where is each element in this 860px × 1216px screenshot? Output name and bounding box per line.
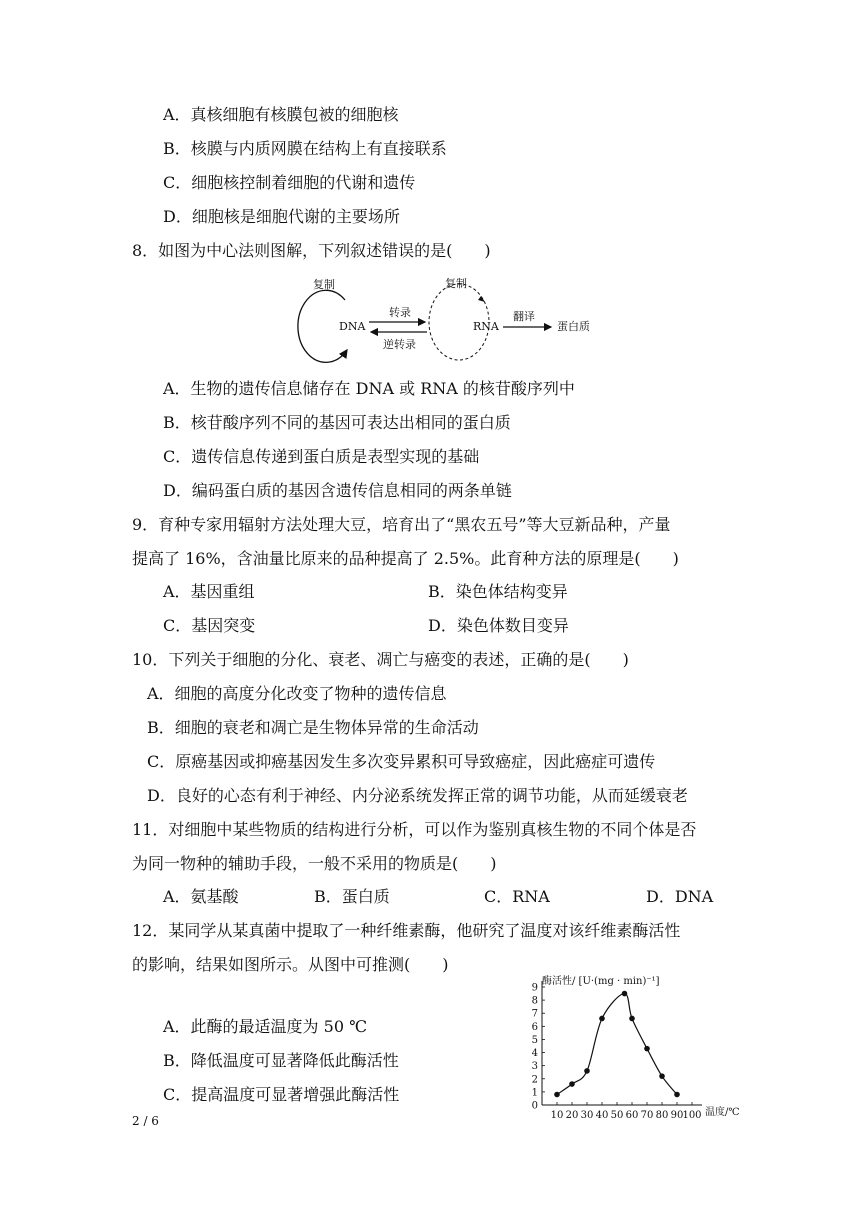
chart-x-tick-label: 30	[580, 1110, 594, 1121]
q8-option-c: C．遗传信息传递到蛋白质是表型实现的基础	[163, 447, 480, 466]
chart-data-point	[599, 1016, 605, 1022]
chart-data-point	[674, 1092, 680, 1098]
chart-x-tick-label: 50	[610, 1110, 624, 1121]
central-dogma-diagram	[285, 272, 615, 372]
q10-option-c: C．原癌基因或抑癌基因发生多次变异累积可导致癌症，因此癌症可遗传	[147, 752, 656, 771]
q10-stem: 10．下列关于细胞的分化、衰老、凋亡与癌变的表述，正确的是( )	[132, 650, 629, 669]
chart-y-tick-label: 1	[531, 1087, 538, 1099]
q9-stem-line2: 提高了 16%，含油量比原来的品种提高了 2.5%。此育种方法的原理是( )	[132, 549, 679, 568]
q9-option-b: B．染色体结构变异	[428, 582, 568, 601]
chart-y-tick-label: 6	[531, 1021, 538, 1033]
q8-stem: 8．如图为中心法则图解，下列叙述错误的是( )	[132, 241, 491, 260]
enzyme-activity-chart	[510, 970, 760, 1130]
q8-option-d: D．编码蛋白质的基因含遗传信息相同的两条单链	[163, 481, 512, 500]
chart-data-point	[622, 991, 628, 997]
chart-y-tick-label: 3	[531, 1061, 538, 1073]
q11-option-a: A．氨基酸	[163, 887, 239, 906]
q11-option-c: C．RNA	[484, 887, 550, 906]
chart-data-point	[644, 1046, 650, 1052]
q12-stem-line2: 的影响，结果如图所示。从图中可推测( )	[132, 955, 449, 974]
chart-x-tick-label: 100	[682, 1110, 702, 1121]
chart-y-tick-label: 9	[531, 982, 538, 994]
chart-x-tick-label: 20	[565, 1110, 579, 1121]
q7-option-c: C．细胞核控制着细胞的代谢和遗传	[163, 173, 416, 192]
q10-option-b: B．细胞的衰老和凋亡是生物体异常的生命活动	[147, 718, 479, 737]
q8-option-a: A．生物的遗传信息储存在 DNA 或 RNA 的核苷酸序列中	[163, 379, 575, 398]
q11-stem-line2: 为同一物种的辅助手段，一般不采用的物质是( )	[132, 854, 497, 873]
q9-option-c: C．基因突变	[163, 616, 256, 635]
q12-option-b: B．降低温度可显著降低此酶活性	[163, 1051, 399, 1070]
q9-stem-line1: 9．育种专家用辐射方法处理大豆，培育出了“黑农五号”等大豆新品种，产量	[132, 515, 671, 534]
chart-x-tick-label: 60	[625, 1110, 639, 1121]
q8-option-b: B．核苷酸序列不同的基因可表达出相同的蛋白质	[163, 413, 511, 432]
chart-data-point	[569, 1081, 575, 1087]
chart-x-tick-label: 40	[595, 1110, 609, 1121]
chart-y-axis-label: 酶活性/ [U·(mg · min)⁻¹]	[542, 976, 660, 987]
q7-option-a: A．真核细胞有核膜包被的细胞核	[163, 105, 399, 124]
dna-copy-label: 复制	[313, 278, 335, 291]
reverse-transcription-label: 逆转录	[383, 338, 416, 351]
chart-y-tick-label: 0	[531, 1100, 538, 1112]
q10-option-d: D．良好的心态有利于神经、内分泌系统发挥正常的调节功能，从而延缓衰老	[147, 786, 688, 805]
rna-copy-label: 复制	[445, 277, 467, 290]
chart-data-point	[629, 1016, 635, 1022]
q11-option-d: D．DNA	[646, 887, 714, 906]
q11-option-b: B．蛋白质	[314, 887, 390, 906]
q12-option-c: C．提高温度可显著增强此酶活性	[163, 1085, 400, 1104]
chart-activity-curve	[557, 994, 677, 1095]
chart-y-tick-label: 7	[531, 1008, 538, 1020]
chart-data-point	[659, 1073, 665, 1079]
chart-y-tick-label: 4	[531, 1048, 538, 1060]
q11-stem-line1: 11．对细胞中某些物质的结构进行分析，可以作为鉴别真核生物的不同个体是否	[132, 820, 697, 839]
q7-option-d: D．细胞核是细胞代谢的主要场所	[163, 207, 400, 226]
q9-option-a: A．基因重组	[163, 582, 255, 601]
page-number: 2 / 6	[132, 1114, 159, 1128]
q12-stem-line1: 12．某同学从某真菌中提取了一种纤维素酶，他研究了温度对该纤维素酶活性	[132, 921, 681, 940]
chart-y-tick-label: 5	[531, 1034, 538, 1046]
chart-y-tick-label: 8	[531, 995, 538, 1007]
transcription-label: 转录	[389, 306, 411, 319]
chart-data-point	[584, 1068, 590, 1074]
dna-node: DNA	[339, 320, 366, 333]
rna-replication-arrowhead	[478, 296, 485, 302]
chart-x-tick-label: 90	[670, 1110, 684, 1121]
protein-node: 蛋白质	[557, 320, 590, 333]
q7-option-b: B．核膜与内质网膜在结构上有直接联系	[163, 139, 447, 158]
q9-option-d: D．染色体数目变异	[428, 616, 569, 635]
chart-x-tick-label: 80	[655, 1110, 669, 1121]
chart-x-tick-label: 10	[550, 1110, 564, 1121]
q12-option-a: A．此酶的最适温度为 50 ℃	[163, 1017, 367, 1036]
translation-label: 翻译	[513, 310, 535, 323]
q10-option-a: A．细胞的高度分化改变了物种的遗传信息	[147, 684, 447, 703]
rna-node: RNA	[473, 320, 499, 333]
chart-data-point	[554, 1092, 560, 1098]
chart-y-tick-label: 2	[531, 1074, 538, 1086]
chart-x-axis-label: 温度/℃	[705, 1107, 740, 1118]
chart-x-tick-label: 70	[640, 1110, 654, 1121]
